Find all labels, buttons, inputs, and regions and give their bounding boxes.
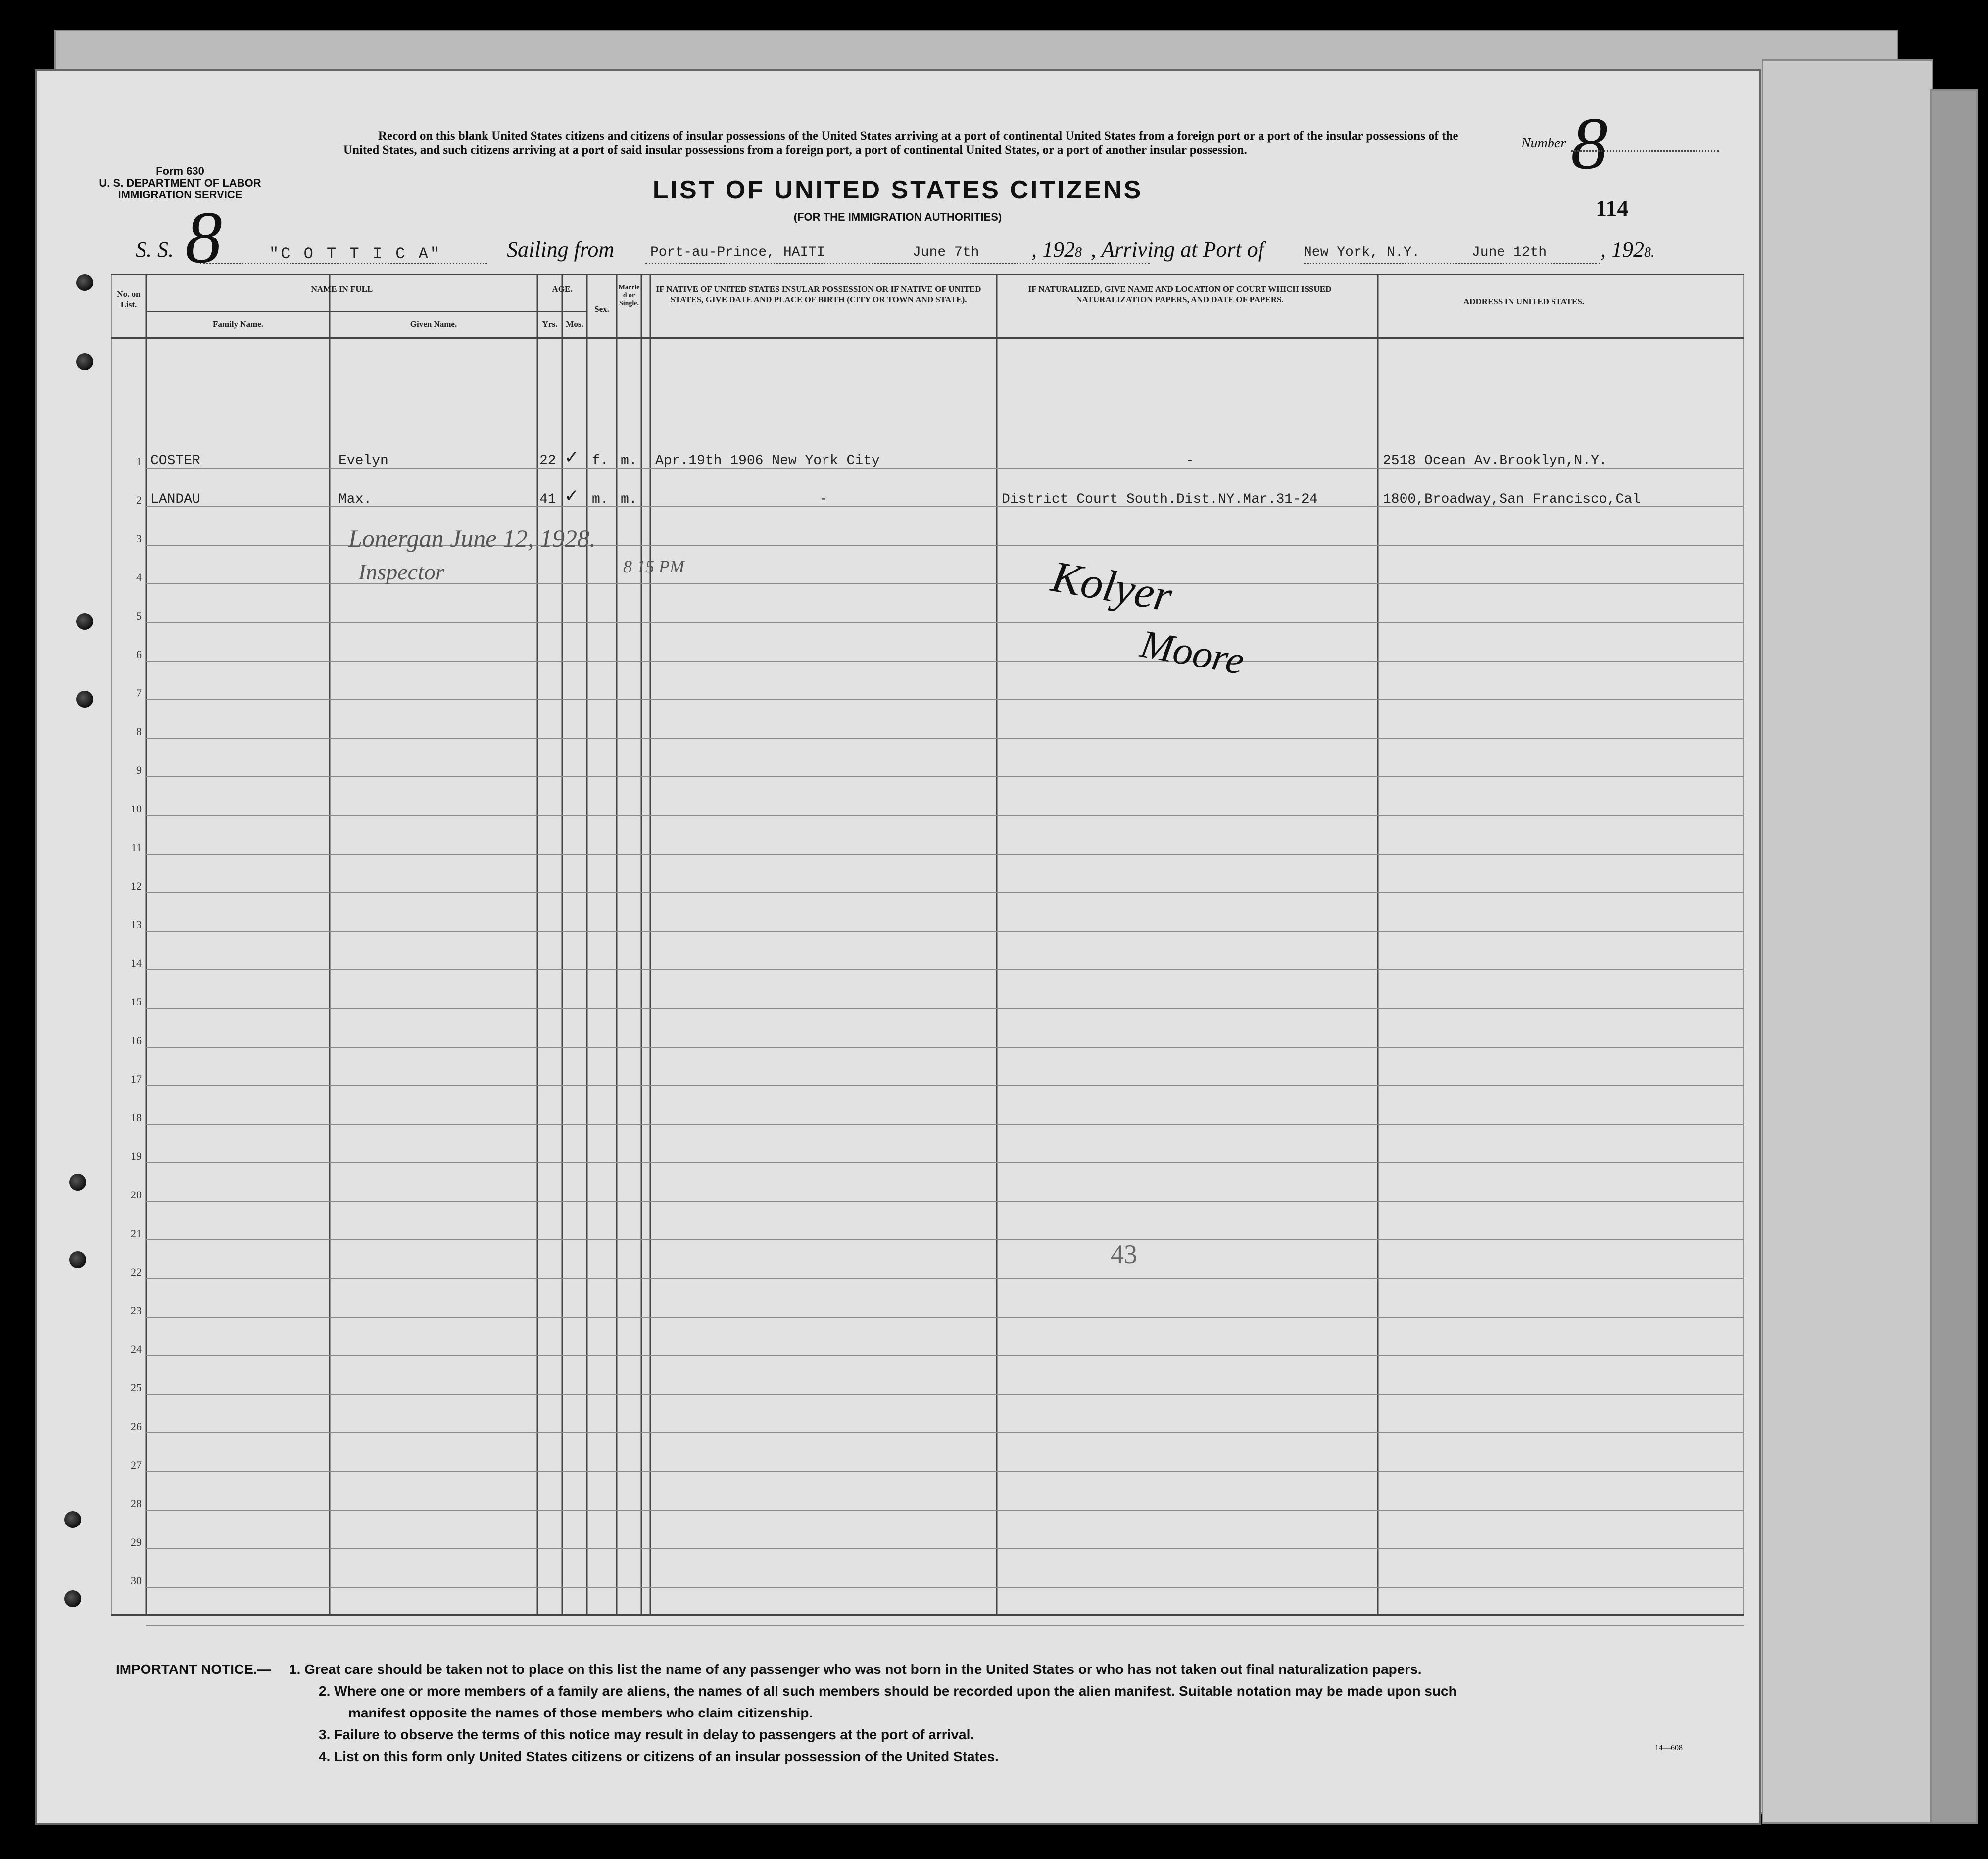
punch-hole	[64, 1590, 81, 1607]
col-mos: Mos.	[566, 319, 583, 329]
table-row	[111, 1021, 1744, 1060]
ss-label: S. S.	[136, 238, 174, 262]
arrival-port: New York, N.Y.	[1304, 245, 1420, 260]
form-number: Form 630	[156, 165, 204, 177]
table-row	[111, 1484, 1744, 1523]
cell-no: 12	[131, 880, 142, 892]
page-subtitle: (FOR THE IMMIGRATION AUTHORITIES)	[793, 211, 1002, 223]
printer-code: 14—608	[1655, 1744, 1683, 1752]
table-row	[111, 1214, 1744, 1253]
table-row	[111, 944, 1744, 983]
table-row	[111, 1137, 1744, 1176]
table-row	[111, 1523, 1744, 1562]
col-native: IF NATIVE OF UNITED STATES INSULAR POSSESSION OR IF NATIVE OF UNITED STATES, GIVE DATE AND PLACE OF BIRTH (CITY OR TOWN AND STATE).	[656, 285, 981, 304]
table-row	[111, 1369, 1744, 1407]
cell-no: 27	[131, 1459, 142, 1471]
number-field	[1521, 102, 1729, 185]
notice-item-3: 3. Failure to observe the terms of this notice may result in delay to passengers at the port of arrival.	[319, 1727, 974, 1742]
cell-no: 3	[136, 532, 142, 545]
signature-2: Moore	[1137, 622, 1248, 683]
stamp-number: 43	[1111, 1239, 1137, 1269]
table-row	[111, 1562, 1744, 1600]
year-1: , 1928	[1031, 238, 1082, 262]
table-row	[111, 1330, 1744, 1369]
cell-no: 11	[131, 841, 142, 854]
table-row	[111, 1176, 1744, 1214]
cell-yrs: 22	[539, 453, 556, 469]
table-row	[111, 1446, 1744, 1484]
service: IMMIGRATION SERVICE	[118, 189, 242, 201]
punch-hole	[69, 1174, 86, 1191]
inspector-stamp: Lonergan June 12, 1928.	[348, 524, 596, 552]
voyage-line	[37, 237, 1759, 272]
handwritten-number: 8	[185, 196, 222, 279]
table-row	[111, 983, 1744, 1021]
table-row	[111, 1291, 1744, 1330]
cell-native: -	[819, 492, 828, 507]
cell-no: 5	[136, 610, 142, 622]
cell-no: 17	[131, 1073, 142, 1085]
inspection-time: 8 15 PM	[623, 557, 684, 576]
cell-no: 4	[136, 571, 142, 583]
cell-no: 15	[131, 996, 142, 1008]
cell-no: 9	[136, 764, 142, 776]
cell-no: 14	[131, 957, 142, 969]
cell-no: 20	[131, 1189, 142, 1201]
cell-no: 24	[131, 1343, 142, 1355]
punch-hole	[76, 353, 93, 370]
table-row	[111, 1407, 1744, 1446]
cell-no: 28	[131, 1497, 142, 1510]
cell-no: 16	[131, 1034, 142, 1047]
punch-hole	[76, 274, 93, 291]
cell-married: m.	[621, 453, 637, 469]
col-married: Married or Single.	[618, 284, 640, 307]
col-age: AGE.	[552, 285, 573, 294]
table-row	[111, 558, 1744, 597]
citizen-table	[111, 274, 1744, 1660]
number-value: 8	[1571, 102, 1608, 185]
cell-no: 8	[136, 725, 142, 738]
col-yrs: Yrs.	[542, 319, 558, 329]
cell-no: 13	[131, 918, 142, 931]
notice-item-4: 4. List on this form only United States citizens or citizens of an insular possession of the United States.	[319, 1749, 999, 1764]
record-instructions: Record on this blank United States citizens and citizens of insular possessions of the United States arriving at a port of continental United States from a foreign port or a port of the insular possessions of the United States, and such citizens arriving at a port of said insular possessions from a foreign port, a port of continental United States, or a port of another insular possession.	[343, 129, 1458, 157]
from-port: Port-au-Prince, HAITI	[650, 245, 825, 260]
page-number: 114	[1596, 195, 1629, 221]
table-row	[111, 713, 1744, 751]
table-row	[111, 481, 1744, 520]
cell-family: COSTER	[150, 453, 200, 469]
cell-married: m.	[621, 492, 637, 507]
table-row	[111, 1253, 1744, 1291]
cell-address: 1800,Broadway,San Francisco,Cal	[1383, 492, 1641, 507]
cell-no: 2	[136, 494, 142, 506]
signature-1: Kolyer	[1048, 552, 1176, 621]
punch-hole	[64, 1511, 81, 1528]
col-given: Given Name.	[410, 319, 457, 329]
cell-sex: f.	[592, 453, 609, 469]
cell-no: 19	[131, 1150, 142, 1162]
cell-native: Apr.19th 1906 New York City	[655, 453, 880, 469]
table-row	[111, 867, 1744, 906]
cell-naturalized: District Court South.Dist.NY.Mar.31-24	[1002, 492, 1318, 507]
table-row	[111, 635, 1744, 674]
cell-mos: ✓	[564, 447, 580, 468]
col-family: Family Name.	[213, 319, 263, 329]
form-sheet	[35, 69, 1761, 1825]
cell-no: 22	[131, 1266, 142, 1278]
cell-given: Evelyn	[339, 453, 388, 469]
punch-hole	[76, 613, 93, 630]
cell-no: 23	[131, 1304, 142, 1317]
table-row	[111, 1098, 1744, 1137]
year-2: , 1928.	[1600, 238, 1654, 262]
back-sheet-3	[1930, 89, 1978, 1824]
cell-yrs: 41	[539, 492, 556, 507]
ship-name: "C O T T I C A"	[269, 245, 442, 263]
cell-naturalized: -	[1185, 453, 1194, 469]
cell-no: 25	[131, 1382, 142, 1394]
arrival-date: June 12th	[1472, 245, 1547, 260]
cell-no: 6	[136, 648, 142, 661]
cell-no: 10	[131, 803, 142, 815]
punch-hole	[76, 691, 93, 708]
col-sex: Sex.	[594, 304, 609, 314]
sailing-label: Sailing from	[507, 238, 615, 262]
cell-no: 18	[131, 1111, 142, 1124]
table-row	[111, 674, 1744, 713]
inspector-title: Inspector	[358, 559, 444, 584]
cell-no: 21	[131, 1227, 142, 1239]
notice-item-1: 1. Great care should be taken not to place on this list the name of any passenger who was not born in the United States or who has not taken out final naturalization papers.	[289, 1662, 1422, 1677]
notice-item-2-cont: manifest opposite the names of those members who claim citizenship.	[348, 1705, 813, 1720]
col-name-in-full: NAME IN FULL	[311, 285, 373, 294]
table-row	[111, 597, 1744, 635]
punch-hole	[69, 1251, 86, 1268]
cell-sex: m.	[592, 492, 609, 507]
notice-heading: IMPORTANT NOTICE.—	[116, 1662, 271, 1677]
cell-no: 1	[136, 455, 142, 468]
cell-given: Max.	[339, 492, 372, 507]
table-row	[111, 906, 1744, 944]
notice-item-2: 2. Where one or more members of a family are aliens, the names of all such members should be recorded upon the alien manifest. Suitable notation may be made upon such	[319, 1683, 1457, 1699]
cell-mos: ✓	[564, 486, 580, 506]
cell-no: 7	[136, 687, 142, 699]
cell-no: 26	[131, 1420, 142, 1432]
department: U. S. DEPARTMENT OF LABOR	[99, 177, 261, 189]
table-row	[111, 442, 1744, 481]
arriving-label: , Arriving at Port of	[1091, 238, 1264, 262]
cell-no: 30	[131, 1574, 142, 1587]
col-address: ADDRESS IN UNITED STATES.	[1463, 297, 1585, 306]
table-row	[111, 790, 1744, 828]
back-sheet-2	[1762, 59, 1933, 1824]
page-title: LIST OF UNITED STATES CITIZENS	[652, 176, 1143, 204]
number-label: Number	[1521, 136, 1566, 151]
col-naturalized: IF NATURALIZED, GIVE NAME AND LOCATION OF COURT WHICH ISSUED NATURALIZATION PAPERS, AND DATE OF PAPERS.	[1028, 285, 1332, 304]
sail-date: June 7th	[913, 245, 979, 260]
col-no: No. on List.	[117, 289, 141, 309]
table-row	[111, 1060, 1744, 1098]
table-row	[111, 751, 1744, 790]
table-row	[111, 828, 1744, 867]
cell-address: 2518 Ocean Av.Brooklyn,N.Y.	[1383, 453, 1607, 469]
cell-no: 29	[131, 1536, 142, 1548]
cell-family: LANDAU	[150, 492, 200, 507]
